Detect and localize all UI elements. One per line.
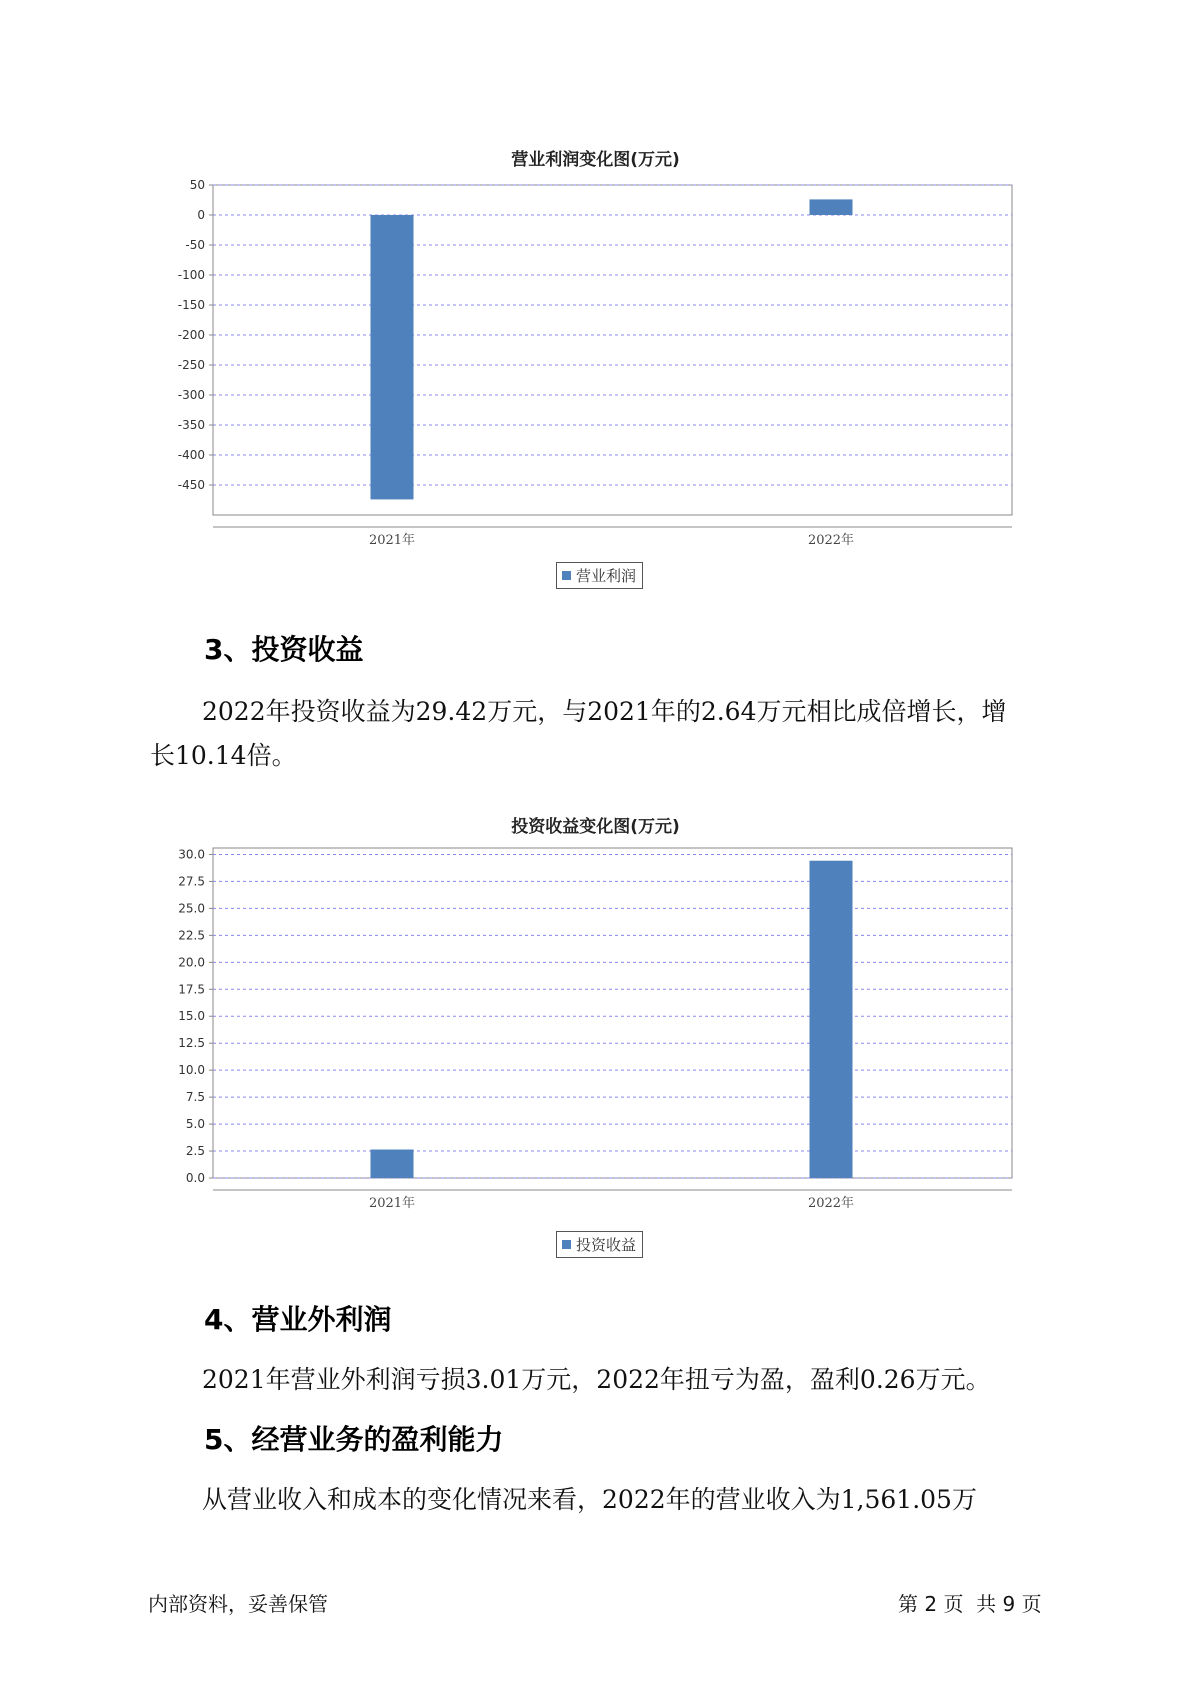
chart1-legend-label: 营业利润 (576, 567, 637, 585)
y-tick-label: 25.0 (178, 901, 205, 916)
chart2-legend (556, 1231, 643, 1258)
y-tick-label: 10.0 (178, 1063, 205, 1078)
y-tick-label: -200 (177, 328, 205, 342)
y-tick-label: -150 (177, 298, 205, 312)
section3-heading: 3、投资收益 (204, 633, 364, 666)
footer-page-number: 第 2 页 共 9 页 (898, 1592, 1042, 1616)
chart2-title: 投资收益变化图(万元) (511, 817, 680, 837)
legend-swatch (562, 1240, 571, 1249)
y-tick-label: 2.5 (185, 1144, 205, 1159)
y-tick-label: 27.5 (178, 874, 205, 889)
bar-2021年 (371, 1150, 414, 1178)
x-tick-label: 2022年 (807, 533, 855, 548)
section5-heading: 5、经营业务的盈利能力 (204, 1423, 504, 1456)
y-tick-label: -450 (177, 478, 205, 492)
footer-confidential: 内部资料，妥善保管 (148, 1592, 328, 1616)
y-tick-label: 15.0 (178, 1009, 205, 1024)
y-tick-label: -400 (177, 448, 205, 462)
bar-2021年 (371, 215, 414, 499)
y-tick-label: -350 (177, 418, 205, 432)
y-tick-label: 50 (189, 178, 205, 192)
y-tick-label: 12.5 (178, 1036, 205, 1051)
plot-area (213, 185, 1012, 515)
y-tick-label: 0 (197, 208, 205, 222)
x-tick-label: 2022年 (807, 1196, 855, 1211)
section4-heading: 4、营业外利润 (204, 1303, 392, 1336)
operating-profit-chart (0, 160, 1191, 555)
y-tick-label: -50 (185, 238, 205, 252)
y-tick-label: 30.0 (178, 847, 205, 862)
bar-2022年 (810, 861, 853, 1178)
y-tick-label: -250 (177, 358, 205, 372)
section4-text: 2021年营业外利润亏损3.01万元，2022年扭亏为盈，盈利0.26万元。 (202, 1365, 991, 1394)
legend-swatch (562, 571, 571, 580)
y-tick-label: -100 (177, 268, 205, 282)
investment-income-chart (0, 830, 1191, 1225)
y-tick-label: 7.5 (185, 1090, 205, 1105)
bar-2022年 (810, 199, 853, 215)
section3-text-line1: 2022年投资收益为29.42万元，与2021年的2.64万元相比成倍增长，增 (202, 697, 1007, 726)
y-tick-label: 5.0 (185, 1117, 205, 1132)
x-tick-label: 2021年 (368, 1196, 416, 1211)
y-tick-label: 20.0 (178, 955, 205, 970)
y-tick-label: 22.5 (178, 928, 205, 943)
chart2-legend-label: 投资收益 (576, 1236, 637, 1254)
section3-text-line2: 长10.14倍。 (150, 741, 297, 770)
x-tick-label: 2021年 (368, 533, 416, 548)
y-tick-label: 17.5 (178, 982, 205, 997)
y-tick-label: 0.0 (185, 1171, 205, 1185)
chart1-legend (556, 562, 643, 589)
chart1-title: 营业利润变化图(万元) (511, 150, 680, 170)
plot-area (213, 848, 1012, 1178)
section5-text: 从营业收入和成本的变化情况来看，2022年的营业收入为1,561.05万 (202, 1485, 977, 1514)
y-tick-label: -300 (177, 388, 205, 402)
